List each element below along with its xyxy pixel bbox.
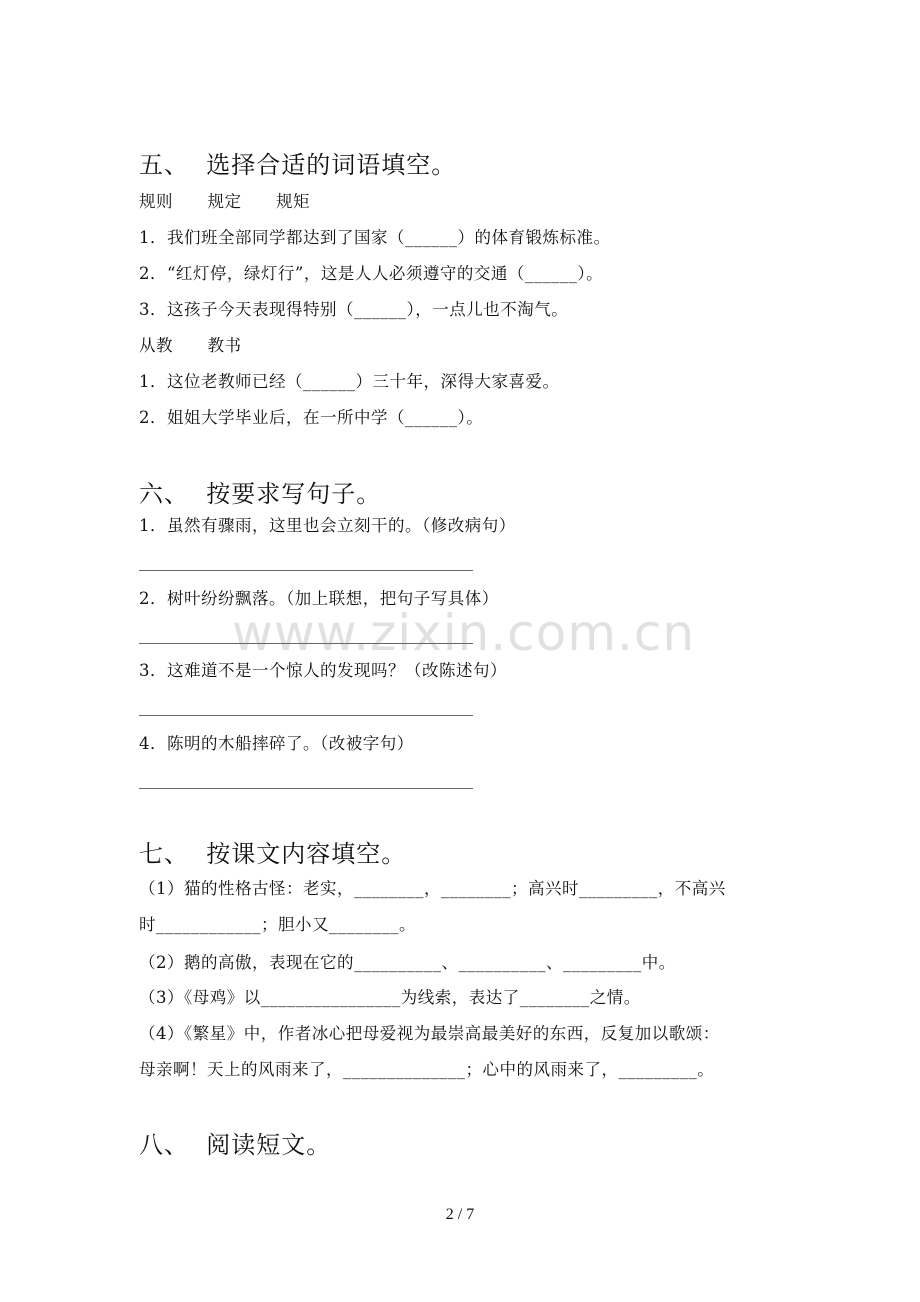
question-5-2: 2．“红灯停，绿灯行”，这是人人必须遵守的交通（______）。: [139, 264, 604, 283]
question-6-4: 4．陈明的木船摔碎了。（改被字句）: [139, 734, 414, 753]
fill-line-3: （2）鹅的高傲，表现在它的__________、__________、_________中。: [139, 953, 676, 972]
answer-line-1[interactable]: [139, 570, 473, 571]
watermark: www.zixin.com.cn: [232, 604, 696, 662]
fill-line-4: （3）《母鸡》以________________为线索，表达了________之情。: [139, 988, 641, 1007]
section-7-heading: 七、 按课文内容填空。: [139, 840, 407, 868]
question-6-2: 2．树叶纷纷飘落。（加上联想，把句子写具体）: [139, 589, 499, 608]
section-5-heading: 五、 选择合适的词语填空。: [139, 151, 457, 179]
question-6-3: 3．这难道不是一个惊人的发现吗？（改陈述句）: [139, 661, 507, 680]
fill-line-6: 母亲啊！天上的风雨来了，______________；心中的风雨来了，_________。: [139, 1060, 715, 1079]
word-choices-1: 规则 规定 规矩: [139, 192, 310, 211]
word-choices-2: 从教 教书: [139, 336, 242, 355]
fill-line-5: （4）《繁星》中，作者冰心把母爱视为最崇高最美好的东西，反复加以歌颂：: [139, 1024, 720, 1043]
section-6-heading: 六、 按要求写句子。: [139, 480, 382, 508]
answer-line-3[interactable]: [139, 715, 473, 716]
page-number: 2 / 7: [445, 1206, 475, 1223]
fill-line-1: （1）猫的性格古怪：老实，________，________；高兴时_________，不高兴: [139, 879, 726, 898]
fill-line-2: 时____________；胆小又________。: [139, 915, 416, 934]
question-5-3: 3．这孩子今天表现得特别（______），一点儿也不淘气。: [139, 300, 569, 319]
question-6-1: 1．虽然有骤雨，这里也会立刻干的。（修改病句）: [139, 516, 516, 535]
question-5-5: 2．姐姐大学毕业后，在一所中学（______）。: [139, 408, 484, 427]
answer-line-4[interactable]: [139, 788, 473, 789]
section-8-heading: 八、 阅读短文。: [139, 1131, 332, 1159]
question-5-4: 1．这位老教师已经（______）三十年，深得大家喜爱。: [139, 372, 560, 391]
question-5-1: 1．我们班全部同学都达到了国家（______）的体育锻炼标准。: [139, 228, 611, 247]
